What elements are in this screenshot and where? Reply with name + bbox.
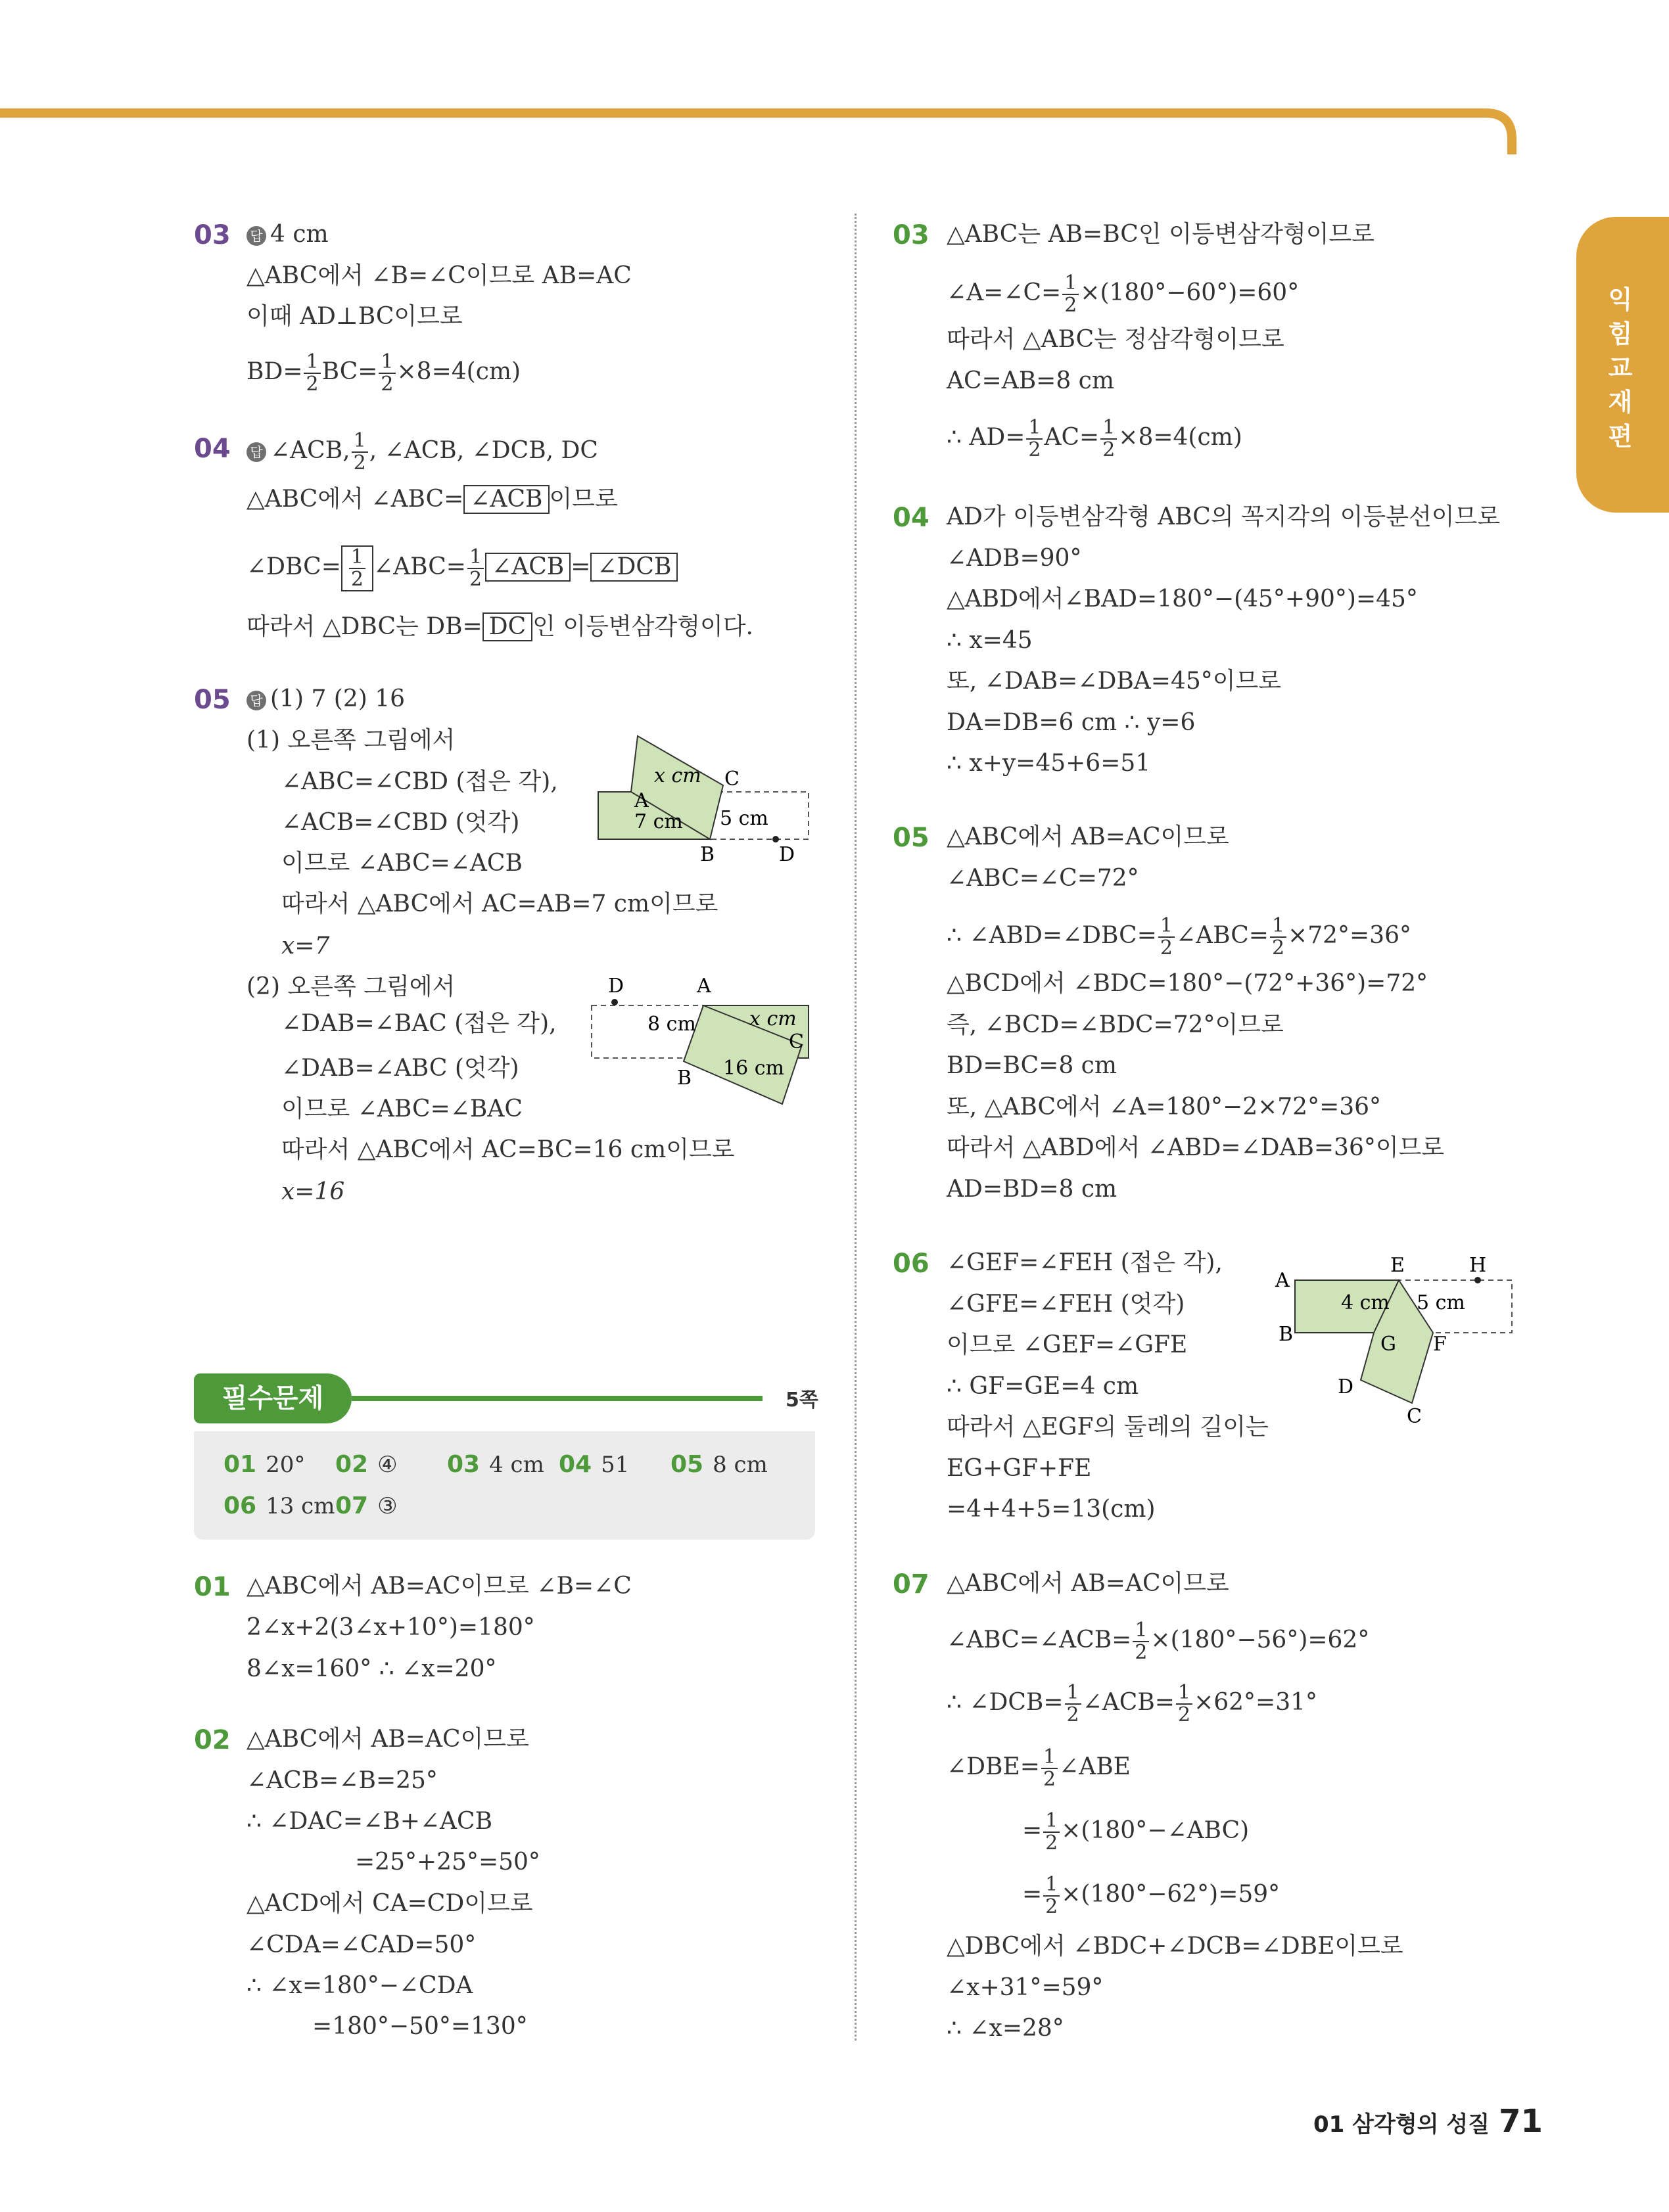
solution-line: △ABC에서 AB=AC이므로 bbox=[947, 1570, 1229, 1597]
solution-line: △ABC에서 AB=AC이므로 bbox=[947, 823, 1229, 850]
label-e: E bbox=[1390, 1254, 1405, 1277]
chapter-title: 01 삼각형의 성질 bbox=[1313, 2111, 1490, 2138]
problem-number: 03 bbox=[893, 220, 929, 250]
problem-number: 05 bbox=[893, 823, 929, 853]
solution-line: ∠ABC=∠ACB= $\frac{1}{2}$ ×(180°−56°)=62° bbox=[947, 1619, 1370, 1664]
answer-badge-icon: 답 bbox=[247, 691, 266, 710]
problem-number: 01 bbox=[194, 1572, 231, 1602]
solution-line: ∠DBC= $\frac{1}{2}$ ∠ABC= $\frac{1}{2}$ ∠ACB = ∠DCB bbox=[247, 545, 678, 591]
solution-line: 따라서 △ABC에서 AC=BC=16 cm이므로 bbox=[281, 1136, 735, 1163]
solution-line: ∠ADB=90° bbox=[947, 545, 1082, 572]
solution-line: 따라서 △ABD에서 ∠ABD=∠DAB=36°이므로 bbox=[947, 1134, 1445, 1161]
solution-line: ∴ AD= $\frac{1}{2}$ AC= $\frac{1}{2}$ ×8=4(cm) bbox=[947, 416, 1242, 461]
problem-number: 05 bbox=[194, 685, 231, 715]
solution-line: △ABC에서 ∠ABC= ∠ACB 이므로 bbox=[247, 486, 618, 513]
label-b: B bbox=[700, 843, 715, 866]
solution-line: AD=BD=8 cm bbox=[947, 1176, 1117, 1203]
label-f: F bbox=[1433, 1333, 1447, 1356]
label-g: G bbox=[1380, 1333, 1396, 1356]
label-b: B bbox=[677, 1067, 692, 1090]
summary-answer: 05 8 cm bbox=[670, 1451, 768, 1478]
side-tab-label: 익힘교재편 bbox=[1608, 285, 1633, 451]
solution-line: ∴ x=45 bbox=[947, 627, 1033, 654]
answer-badge-icon: 답 bbox=[247, 226, 266, 246]
label-7cm: 7 cm bbox=[634, 810, 683, 833]
label-8cm: 8 cm bbox=[647, 1013, 696, 1036]
summary-answer: 01 20° bbox=[223, 1451, 306, 1478]
label-d: D bbox=[779, 843, 795, 866]
solution-line: 8∠x=160° ∴ ∠x=20° bbox=[247, 1655, 497, 1682]
solution-line: ∴ GF=GE=4 cm bbox=[947, 1373, 1139, 1400]
page-number: 71 bbox=[1499, 2103, 1543, 2140]
solution-line: (2) 오른쪽 그림에서 bbox=[247, 973, 456, 1000]
label-c: C bbox=[789, 1030, 804, 1053]
solution-line: ∠ABC=∠C=72° bbox=[947, 865, 1139, 892]
essential-page-ref: 5쪽 bbox=[786, 1389, 818, 1412]
solution-line: 즉, ∠BCD=∠BDC=72°이므로 bbox=[947, 1011, 1284, 1038]
summary-answer: 02 ④ bbox=[335, 1451, 398, 1478]
label-x: x cm bbox=[749, 1007, 797, 1030]
problem-number: 04 bbox=[194, 434, 231, 464]
label-c: C bbox=[724, 768, 740, 791]
folded-paper-figure-1 bbox=[592, 729, 815, 867]
fraction: $\frac{1}{2}$ bbox=[352, 430, 368, 474]
solution-line: 이때 AD⊥BC이므로 bbox=[247, 303, 463, 330]
label-h: H bbox=[1469, 1254, 1487, 1277]
solution-line: 2∠x+2(3∠x+10°)=180° bbox=[247, 1614, 535, 1641]
solution-line: 또, △ABC에서 ∠A=180°−2×72°=36° bbox=[947, 1094, 1382, 1120]
essential-problems-title: 필수문제 bbox=[194, 1373, 352, 1423]
solution-line: ∴ ∠ABD=∠DBC= $\frac{1}{2}$ ∠ABC= $\frac{1}{2}$ ×72°=36° bbox=[947, 914, 1411, 959]
solution-line: BD= $\frac{1}{2}$ BC= $\frac{1}{2}$ ×8=4(cm) bbox=[247, 350, 521, 396]
summary-answer: 04 51 bbox=[559, 1451, 630, 1478]
fraction: $\frac{1}{2}$ bbox=[304, 352, 320, 395]
label-a: A bbox=[697, 975, 711, 998]
solution-line: △BCD에서 ∠BDC=180°−(72°+36°)=72° bbox=[947, 970, 1428, 997]
solution-line: ∠CDA=∠CAD=50° bbox=[247, 1931, 477, 1958]
solution-line: 이므로 ∠GEF=∠GFE bbox=[947, 1331, 1188, 1358]
problem-number: 03 bbox=[194, 220, 231, 250]
solution-line: x=7 bbox=[281, 933, 330, 959]
solution-line: 따라서 △EGF의 둘레의 길이는 bbox=[947, 1414, 1269, 1440]
answer-badge-icon: 답 bbox=[247, 442, 266, 462]
solution-line: △ABD에서∠BAD=180°−(45°+90°)=45° bbox=[947, 586, 1418, 612]
solution-line: AC=AB=8 cm bbox=[947, 367, 1114, 394]
label-x: x cm bbox=[654, 764, 701, 787]
solution-line: △ACD에서 CA=CD이므로 bbox=[247, 1890, 533, 1917]
label-4cm: 4 cm bbox=[1341, 1291, 1390, 1314]
label-a: A bbox=[634, 789, 649, 812]
problem-number: 06 bbox=[893, 1249, 929, 1279]
solution-line: △ABC에서 ∠B=∠C이므로 AB=AC bbox=[247, 262, 632, 289]
solution-line: ∴ x+y=45+6=51 bbox=[947, 750, 1151, 777]
solution-line: = $\frac{1}{2}$ ×(180°−∠ABC) bbox=[1022, 1809, 1250, 1855]
column-divider bbox=[855, 214, 857, 2040]
solution-line: 따라서 △ABC에서 AC=AB=7 cm이므로 bbox=[281, 890, 718, 917]
summary-answer: 03 4 cm bbox=[447, 1451, 544, 1478]
solution-line: ∠A=∠C= $\frac{1}{2}$ ×(180°−60°)=60° bbox=[947, 271, 1300, 317]
label-d: D bbox=[1338, 1375, 1354, 1398]
solution-line: EG+GF+FE bbox=[947, 1455, 1092, 1482]
solution-line: DA=DB=6 cm ∴ y=6 bbox=[947, 709, 1196, 736]
label-b: B bbox=[1279, 1323, 1294, 1346]
solution-line: =25°+25°=50° bbox=[355, 1849, 540, 1876]
solution-line: 따라서 △ABC는 정삼각형이므로 bbox=[947, 326, 1284, 353]
answer-line: 답 4 cm bbox=[247, 220, 329, 249]
solution-line: =4+4+5=13(cm) bbox=[947, 1496, 1156, 1523]
essential-title-rule bbox=[352, 1396, 763, 1401]
solution-line: ∴ ∠DAC=∠B+∠ACB bbox=[247, 1808, 493, 1835]
solution-line: ∠x+31°=59° bbox=[947, 1974, 1104, 2001]
solution-line: ∴ ∠x=28° bbox=[947, 2015, 1064, 2042]
problem-number: 02 bbox=[194, 1725, 231, 1755]
label-a: A bbox=[1275, 1269, 1290, 1292]
solution-line: ∴ ∠DCB= $\frac{1}{2}$ ∠ACB= $\frac{1}{2}$ ×62°=31° bbox=[947, 1681, 1318, 1726]
problem-number: 07 bbox=[893, 1569, 929, 1600]
summary-answer: 07 ③ bbox=[335, 1492, 398, 1519]
label-5cm: 5 cm bbox=[720, 807, 768, 830]
solution-line: ∠GEF=∠FEH (접은 각), bbox=[947, 1249, 1223, 1276]
solution-line: x=16 bbox=[281, 1178, 345, 1205]
top-decorative-bar bbox=[0, 0, 1669, 171]
solution-line: BD=BC=8 cm bbox=[947, 1052, 1117, 1079]
solution-line: ∴ ∠x=180°−∠CDA bbox=[247, 1972, 473, 1999]
solution-line: 따라서 △DBC는 DB= DC 인 이등변삼각형이다. bbox=[247, 613, 753, 640]
answer-summary-box bbox=[194, 1431, 815, 1540]
solution-line: △ABC에서 AB=AC이므로 bbox=[247, 1726, 529, 1753]
solution-line: 이므로 ∠ABC=∠ACB bbox=[281, 850, 523, 877]
solution-line: ∠DAB=∠ABC (엇각) bbox=[281, 1055, 519, 1082]
solution-line: =180°−50°=130° bbox=[312, 2013, 528, 2040]
folded-paper-figure-3 bbox=[1269, 1249, 1518, 1426]
label-5cm: 5 cm bbox=[1417, 1291, 1465, 1314]
solution-line: ∠DAB=∠BAC (접은 각), bbox=[281, 1010, 557, 1037]
summary-answer: 06 13 cm bbox=[223, 1492, 335, 1519]
label-16cm: 16 cm bbox=[723, 1057, 784, 1080]
solution-line: ∠ACB=∠B=25° bbox=[247, 1767, 438, 1794]
problem-number: 04 bbox=[893, 503, 929, 533]
solution-line: ∠ABC=∠CBD (접은 각), bbox=[281, 768, 558, 795]
folded-paper-figure-2 bbox=[585, 973, 822, 1111]
answer-line: 답 (1) 7 (2) 16 bbox=[247, 685, 405, 714]
solution-line: = $\frac{1}{2}$ ×(180°−62°)=59° bbox=[1022, 1873, 1281, 1918]
solution-line: ∠GFE=∠FEH (엇각) bbox=[947, 1291, 1185, 1318]
solution-line: ∠DBE= $\frac{1}{2}$ ∠ABE bbox=[947, 1745, 1131, 1791]
solution-line: 이므로 ∠ABC=∠BAC bbox=[281, 1095, 523, 1122]
label-c: C bbox=[1407, 1405, 1422, 1426]
solution-line: ∠ACB=∠CBD (엇각) bbox=[281, 809, 520, 836]
page-footer bbox=[1313, 2103, 1543, 2140]
solution-line: AD가 이등변삼각형 ABC의 꼭지각의 이등분선이므로 bbox=[947, 503, 1501, 530]
label-d: D bbox=[608, 975, 624, 998]
solution-line: 또, ∠DAB=∠DBA=45°이므로 bbox=[947, 668, 1282, 695]
solution-line: △DBC에서 ∠BDC+∠DCB=∠DBE이므로 bbox=[947, 1933, 1403, 1960]
answer-line: 답 ∠ACB, $\frac{1}{2}$ , ∠ACB, ∠DCB, DC bbox=[247, 430, 598, 474]
fraction: $\frac{1}{2}$ bbox=[379, 352, 395, 395]
solution-line: △ABC에서 AB=AC이므로 ∠B=∠C bbox=[247, 1573, 632, 1600]
solution-line: (1) 오른쪽 그림에서 bbox=[247, 727, 456, 754]
solution-line: △ABC는 AB=BC인 이등변삼각형이므로 bbox=[947, 221, 1375, 248]
